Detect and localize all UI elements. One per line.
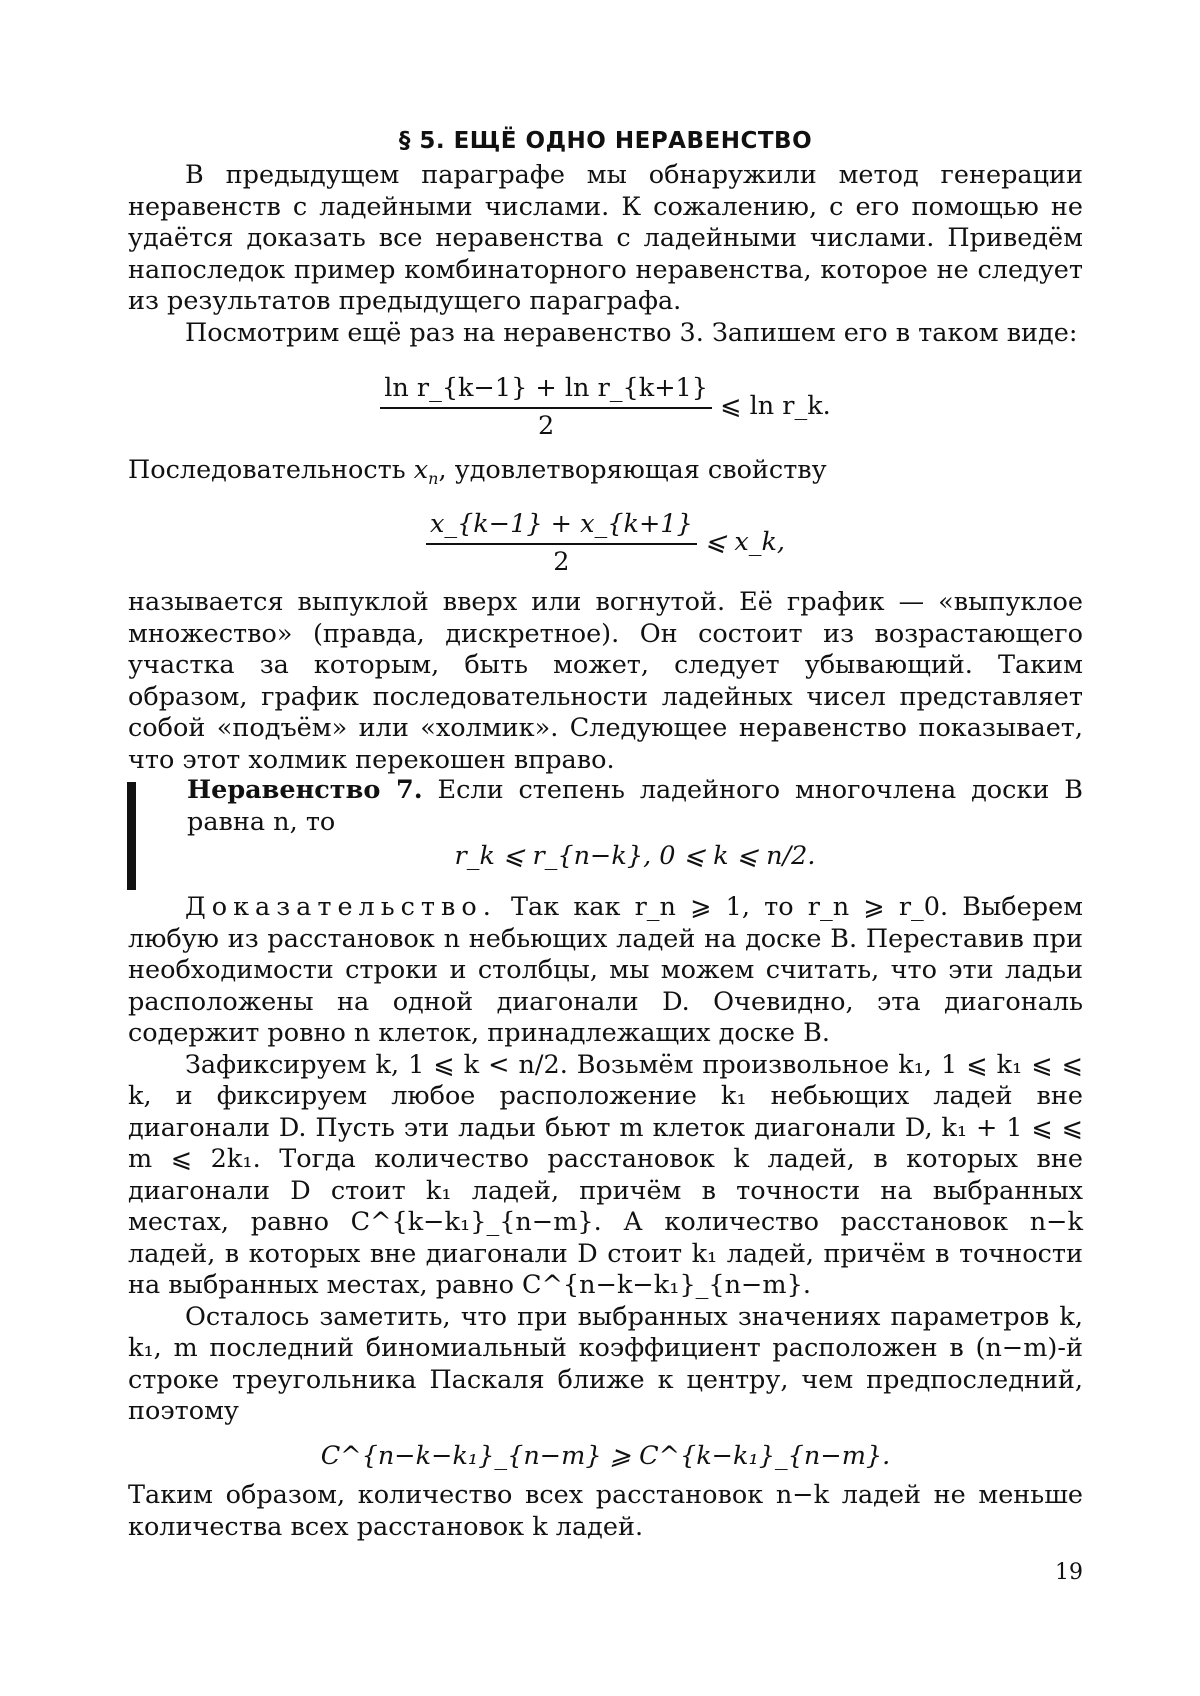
equation-1-numerator: ln r_{k−1} + ln r_{k+1} [380,372,712,409]
text-block-conclusion [128,1480,1083,1543]
text-block-1 [128,160,1083,349]
paragraph-remains: Осталось заметить, что при выбранных значениях параметров k, k₁, m последний биномиальный коэффициент расположен в (n−m)-й строке треугольника Паскаля ближе к центру, чем предпоследний, поэтому [128,1301,1083,1426]
section-heading: § 5. ЕЩЁ ОДНО НЕРАВЕНСТВО [398,128,813,154]
equation-2-numerator: x_{k−1} + x_{k+1} [426,508,697,545]
paragraph-intro: В предыдущем параграфе мы обнаружили метод генерации неравенств с ладейными числами. К сожалению, с его помощью не удаётся доказать все неравенства с ладейными числами. Приведём напоследок пример комбинаторного неравенства, которое не следует из результатов предыдущего параграфа. [128,160,1083,316]
equation-binomial: C^{n−k−k₁}_{n−m} ⩾ C^{k−k₁}_{n−m}. [320,1441,891,1471]
text-block-3 [128,587,1083,776]
text-block-2 [128,455,1083,487]
paragraph-proof: Доказательство. Так как r_n ⩾ 1, то r_n ⩾ r_0. Выберем любую из расстановок n небьющих ладей на доске B. Переставив при необходимости строки и столбцы, мы можем считать, что эти ладьи расположены на одной диагонали D. Очевидно, эта диагональ содержит ровно n клеток, принадлежащих доске B. [128,892,1083,1048]
theorem-statement [187,775,1083,838]
theorem-margin-bar [127,782,136,890]
equation-2-rhs: ⩽ x_k, [704,527,786,557]
equation-1-rhs: ⩽ ln r_k. [720,391,831,421]
page-number: 19 [1055,1560,1083,1585]
equation-1-denominator: 2 [537,411,555,441]
paragraph-sequence: Последовательность $x_n$, удовлетворяющая свойству [128,455,827,489]
theorem-title: Неравенство 7. [187,775,423,805]
paragraph-conclusion: Таким образом, количество всех расстановок n−k ладей не меньше количества всех расстановок k ладей. [128,1480,1083,1542]
theorem-block [187,775,1083,838]
paragraph-rewrite: Посмотрим ещё раз на неравенство 3. Запишем его в таком виде: [185,317,1078,348]
equation-log-concavity [128,372,1083,442]
proof-label: Доказательство. [185,892,497,922]
equation-concavity [128,508,1083,578]
paragraph-fix-k: Зафиксируем k, 1 ⩽ k < n/2. Возьмём произвольное k₁, 1 ⩽ k₁ ⩽ ⩽ k, и фиксируем любое расположение k₁ небьющих ладей вне диагонали D. Пусть эти ладьи бьют m клеток диагонали D, k₁ + 1 ⩽ ⩽ m ⩽ 2k₁. Тогда количество расстановок k ладей, в которых вне диагонали D стоит k₁ ладей, причём в точности на выбранных местах, равно C^{k−k₁}_{n−m}. А количество расстановок n−k ладей, в которых вне диагонали D стоит k₁ ладей, причём в точности на выбранных местах, равно C^{n−k−k₁}_{n−m}. [128,1049,1083,1300]
theorem-equation: r_k ⩽ r_{n−k}, 0 ⩽ k ⩽ n/2. [454,841,816,871]
theorem-text: Если степень ладейного многочлена доски B равна n, то [187,775,1084,837]
text-block-proof [128,892,1083,1428]
equation-2-denominator: 2 [553,547,570,577]
paragraph-convex: называется выпуклой вверх или вогнутой. Её график — «выпуклое множество» (правда, дискретное). Он состоит из возрастающего участка за которым, быть может, следует убывающий. Таким образом, график последовательности ладейных чисел представляет собой «подъём» или «холмик». Следующее неравенство показывает, что этот холмик перекошен вправо. [128,587,1083,775]
